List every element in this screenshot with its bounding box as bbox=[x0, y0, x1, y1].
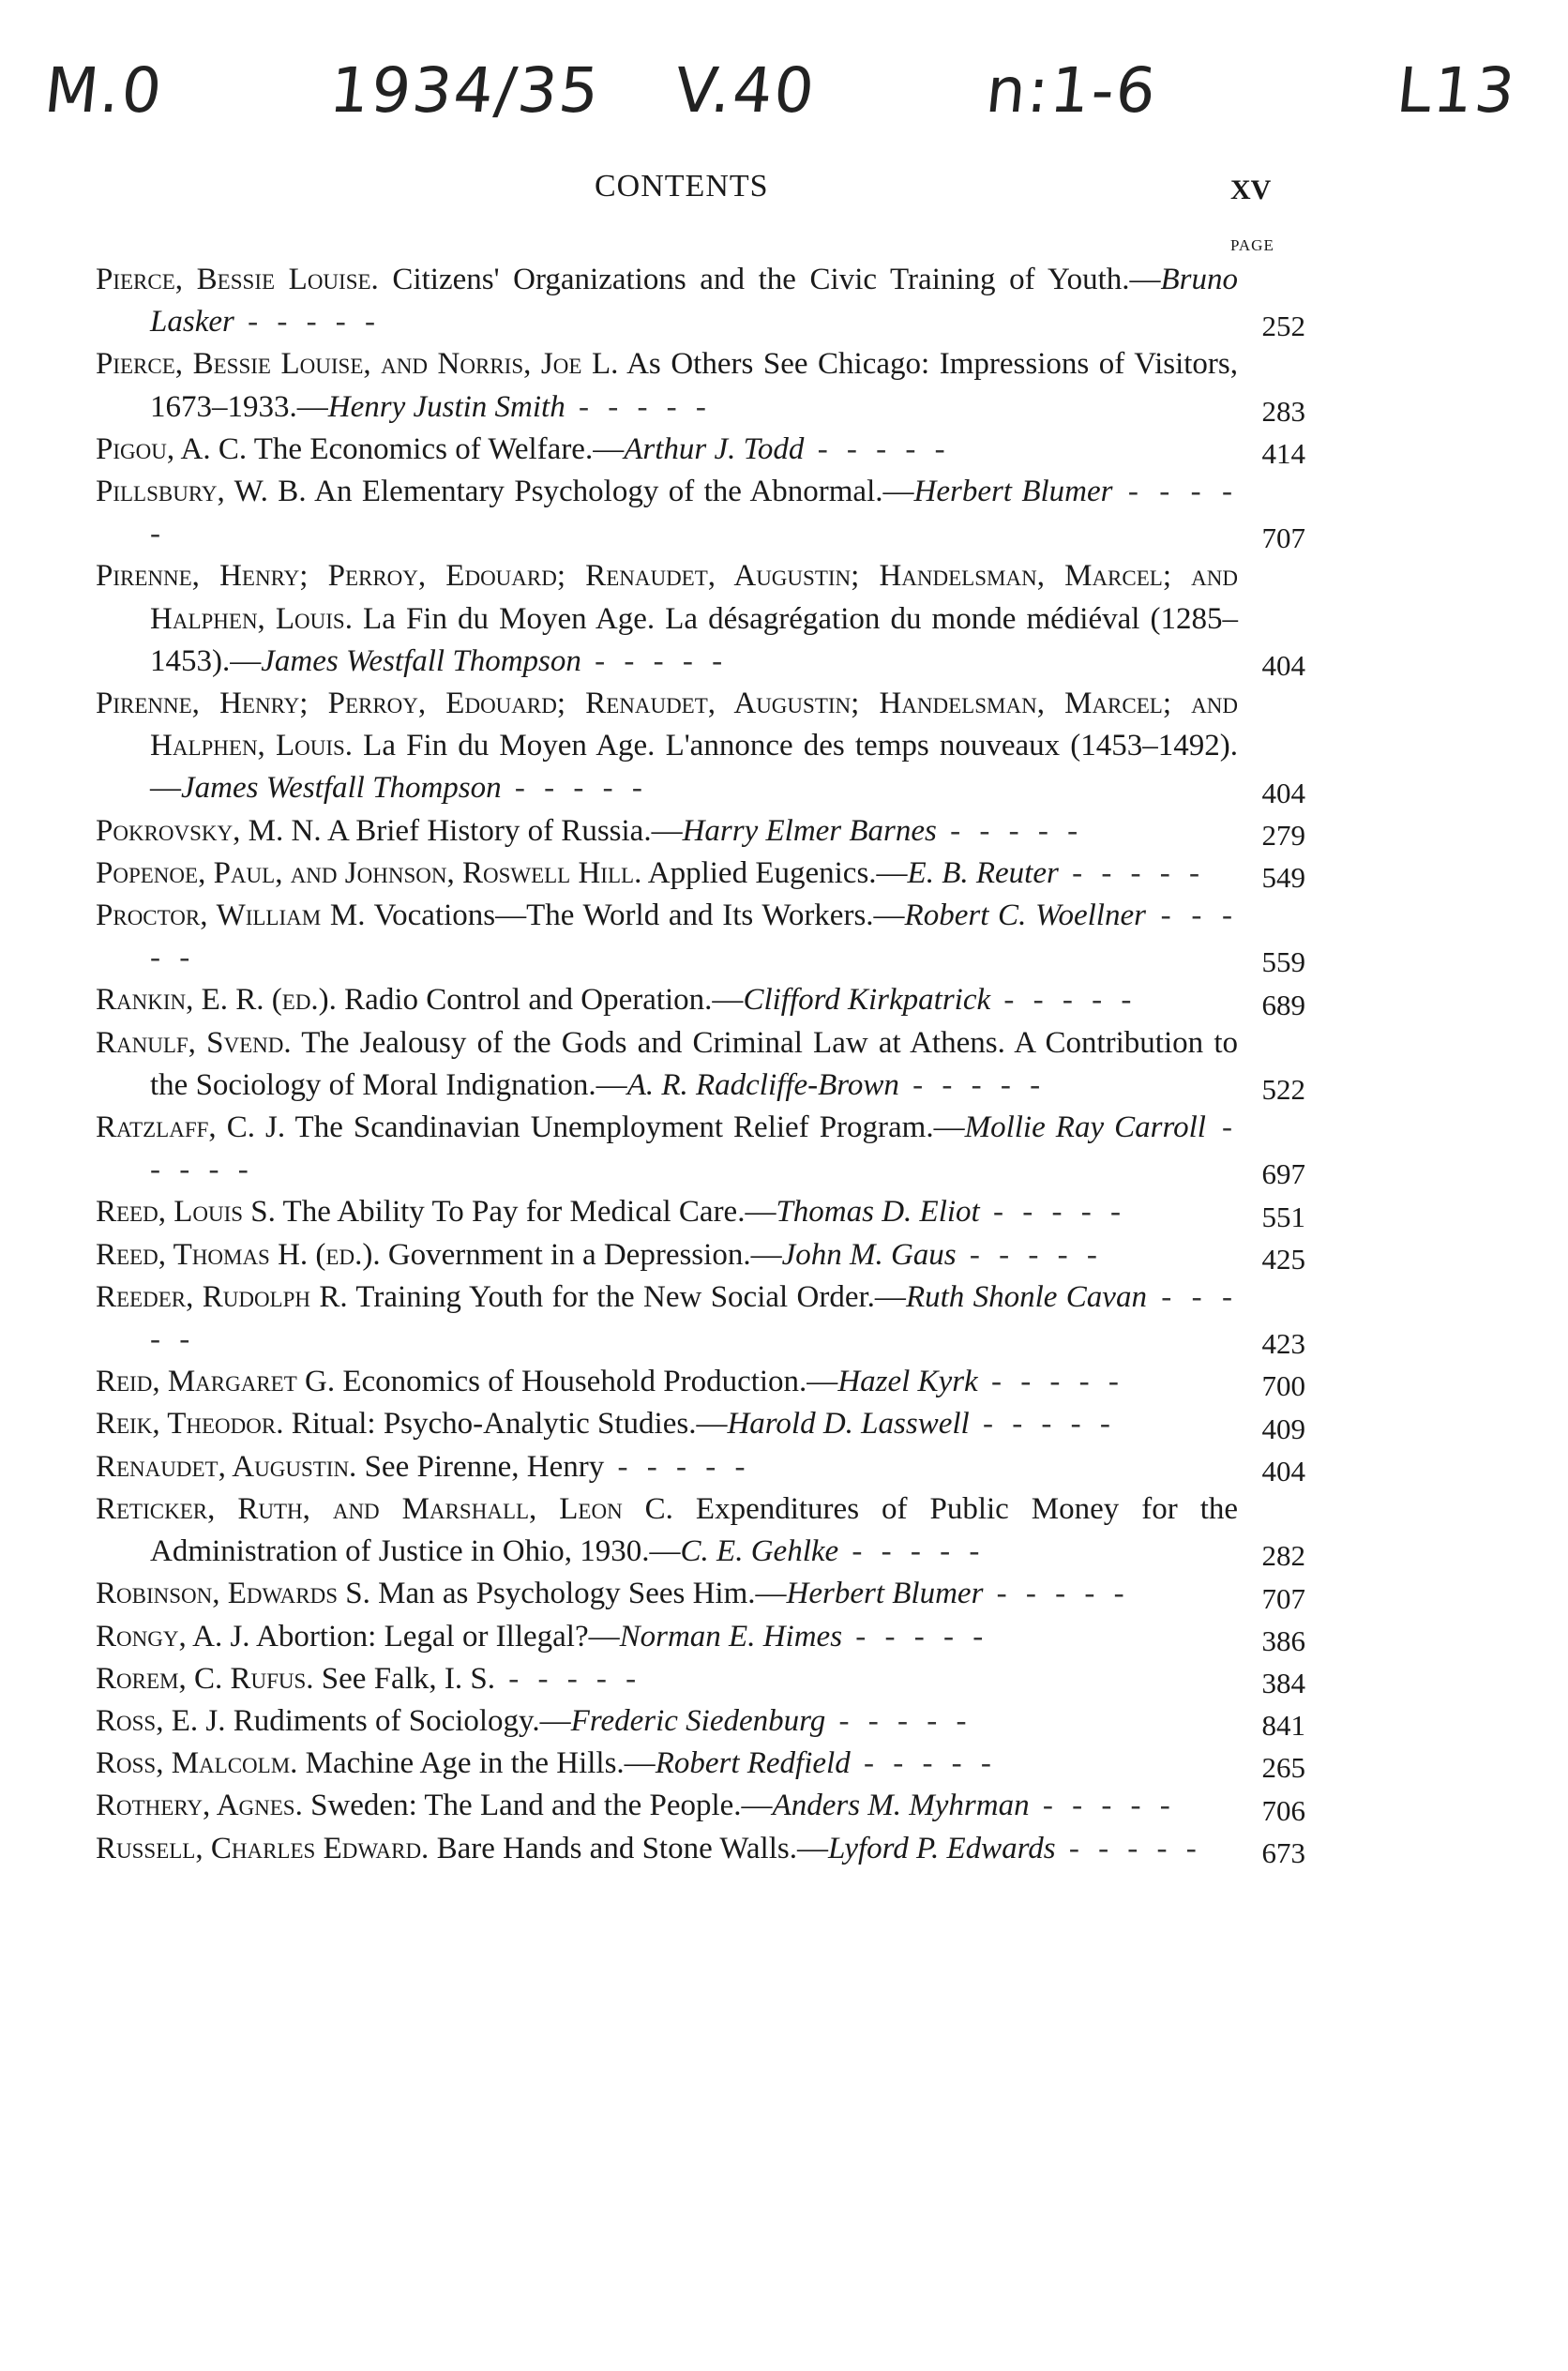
entry-title: Training Youth for the New Social Order.— bbox=[347, 1279, 906, 1314]
entry-page-number: 404 bbox=[1261, 1454, 1305, 1488]
list-item bbox=[96, 1658, 1305, 1700]
entry-author: Pierce, Bessie Louise. bbox=[96, 263, 379, 296]
entry-reviewer: Ruth Shonle Cavan bbox=[905, 1279, 1147, 1314]
dot-leader: - - - - - bbox=[565, 389, 712, 424]
entry-text bbox=[96, 853, 1238, 895]
entry-text bbox=[96, 1616, 1238, 1658]
entry-author: Pokrovsky, M. N. bbox=[96, 813, 322, 848]
dot-leader: - - - - - bbox=[1029, 1789, 1176, 1823]
handwritten-note: V.40 bbox=[671, 54, 820, 127]
entry-title: Ritual: Psycho-Analytic Studies.— bbox=[283, 1407, 728, 1442]
entry-reviewer: Thomas D. Eliot bbox=[776, 1195, 980, 1230]
entry-reviewer: Robert C. Woellner bbox=[904, 899, 1146, 933]
entry-author: Pirenne, Henry; Perroy, Edouard; Renaudet, Augustin; Handelsman, Marcel; and Halphen, Louis. bbox=[96, 687, 1238, 763]
entry-page-number: 673 bbox=[1261, 1835, 1305, 1869]
page-column-label: PAGE bbox=[1230, 236, 1274, 254]
entry-author: Robinson, Edwards S. bbox=[96, 1577, 370, 1611]
list-item bbox=[96, 853, 1305, 895]
entry-author: Ratzlaff, C. J. bbox=[96, 1110, 286, 1145]
list-item bbox=[96, 555, 1305, 683]
entry-page-number: 279 bbox=[1261, 818, 1305, 852]
dot-leader: - - - - - bbox=[150, 1110, 1238, 1187]
entry-page-number: 282 bbox=[1261, 1539, 1305, 1573]
dot-leader: - - - - - bbox=[580, 643, 729, 678]
entry-text bbox=[96, 1191, 1238, 1233]
entry-page-number: 841 bbox=[1261, 1709, 1305, 1743]
entry-text bbox=[96, 343, 1238, 428]
handwritten-annotations bbox=[38, 54, 1538, 158]
entry-text bbox=[96, 1022, 1238, 1107]
entry-title: Economics of Household Production.— bbox=[335, 1365, 838, 1399]
entry-page-number: 404 bbox=[1261, 776, 1305, 809]
entry-author: Reed, Louis S. bbox=[96, 1195, 276, 1230]
entry-reviewer: James Westfall Thompson bbox=[261, 643, 581, 678]
dot-leader: - - - - - bbox=[990, 983, 1138, 1018]
entry-author: Proctor, William M. bbox=[96, 899, 366, 933]
dot-leader: - - - - - bbox=[898, 1067, 1047, 1102]
entry-text bbox=[96, 555, 1238, 683]
entry-author: Reik, Theodor. bbox=[96, 1407, 284, 1442]
entry-reviewer: Mollie Ray Carroll bbox=[964, 1110, 1206, 1145]
dot-leader: - - - - - bbox=[838, 1534, 986, 1569]
entry-title: Expenditures of Public Money for the Administration of Justice in Ohio, 1930.— bbox=[150, 1491, 1239, 1569]
list-item bbox=[96, 1616, 1305, 1658]
dot-leader: - - - - - bbox=[936, 813, 1084, 848]
dot-leader: - - - - - bbox=[983, 1577, 1130, 1611]
entry-text bbox=[96, 1828, 1238, 1870]
page-title: CONTENTS bbox=[595, 169, 769, 204]
entry-page-number: 252 bbox=[1261, 310, 1305, 343]
entry-text bbox=[96, 1107, 1238, 1191]
entry-text bbox=[96, 1743, 1238, 1785]
entry-reviewer: Norman E. Himes bbox=[619, 1619, 843, 1654]
dot-leader: - - - - - bbox=[979, 1195, 1126, 1230]
entry-page-number: 700 bbox=[1261, 1369, 1305, 1403]
entry-text bbox=[96, 1785, 1238, 1827]
entry-title: The Ability To Pay for Medical Care.— bbox=[275, 1195, 776, 1230]
handwritten-note: n:1-6 bbox=[982, 54, 1161, 127]
handwritten-note: L13 bbox=[1393, 54, 1520, 127]
entry-reviewer: Lyford P. Edwards bbox=[827, 1831, 1056, 1865]
entry-reviewer: E. B. Reuter bbox=[907, 855, 1059, 890]
entry-author: Ross, E. J. bbox=[96, 1703, 226, 1738]
dot-leader: - - - - - bbox=[825, 1703, 972, 1738]
list-item bbox=[96, 683, 1305, 810]
entry-author: Reid, Margaret G. bbox=[96, 1365, 336, 1399]
entry-reviewer: Herbert Blumer bbox=[913, 475, 1113, 509]
entry-title: Vocations—The World and Its Workers.— bbox=[365, 899, 905, 933]
dot-leader: - - - - - bbox=[1058, 855, 1206, 890]
entry-reviewer: Arthur J. Todd bbox=[624, 431, 805, 466]
dot-leader: - - - - - bbox=[150, 475, 1238, 551]
list-item bbox=[96, 895, 1305, 979]
entry-text bbox=[96, 1700, 1238, 1743]
entry-text bbox=[96, 1234, 1238, 1276]
entry-author: Rongy, A. J. bbox=[96, 1619, 250, 1654]
entry-reviewer: Robert Redfield bbox=[655, 1746, 851, 1781]
entry-author: Pierce, Bessie Louise, and Norris, Joe L. bbox=[96, 347, 619, 382]
entry-text bbox=[96, 810, 1238, 853]
entry-page-number: 425 bbox=[1261, 1242, 1305, 1276]
entry-reviewer: Herbert Blumer bbox=[786, 1577, 984, 1611]
list-item bbox=[96, 1022, 1305, 1107]
list-item bbox=[96, 1446, 1305, 1488]
dot-leader: - - - - - bbox=[1055, 1831, 1202, 1865]
entry-reviewer: Frederic Siedenburg bbox=[570, 1703, 826, 1738]
entry-author: Rothery, Agnes. bbox=[96, 1789, 303, 1823]
dot-leader: - - - - - bbox=[604, 1449, 751, 1484]
list-item bbox=[96, 1403, 1305, 1445]
entry-reviewer: Harold D. Lasswell bbox=[727, 1407, 970, 1442]
entry-text bbox=[96, 895, 1238, 979]
entry-text bbox=[96, 259, 1238, 343]
entry-author: Reticker, Ruth, and Marshall, Leon C. bbox=[96, 1491, 673, 1526]
entry-title: An Elementary Psychology of the Abnormal.— bbox=[306, 475, 914, 509]
dot-leader: - - - - - bbox=[969, 1407, 1116, 1442]
entry-title: Bare Hands and Stone Walls.— bbox=[429, 1831, 828, 1865]
dot-leader: - - - - - bbox=[501, 771, 648, 806]
list-item bbox=[96, 810, 1305, 853]
entry-page-number: 697 bbox=[1261, 1157, 1305, 1191]
entry-text bbox=[96, 1403, 1238, 1445]
entry-page-number: 689 bbox=[1261, 988, 1305, 1021]
entry-text bbox=[96, 471, 1238, 555]
entry-title: As Others See Chicago: Impressions of Visitors, 1673–1933.— bbox=[150, 347, 1238, 424]
list-item bbox=[96, 1361, 1305, 1403]
entry-text bbox=[96, 1361, 1238, 1403]
entry-page-number: 707 bbox=[1261, 521, 1305, 555]
entry-title: La Fin du Moyen Age. L'annonce des temps nouveaux (1453–1492).— bbox=[150, 729, 1239, 806]
entry-reviewer: Clifford Kirkpatrick bbox=[743, 983, 991, 1018]
dot-leader: - - - - - bbox=[804, 431, 951, 466]
entry-page-number: 559 bbox=[1261, 945, 1305, 979]
entry-title: Machine Age in the Hills.— bbox=[297, 1746, 656, 1781]
list-item bbox=[96, 1276, 1305, 1361]
entry-reviewer: Hazel Kyrk bbox=[837, 1365, 978, 1399]
entry-text bbox=[96, 1658, 1238, 1700]
entry-page-number: 409 bbox=[1261, 1412, 1305, 1445]
entry-title: A Brief History of Russia.— bbox=[321, 813, 683, 848]
entry-page-number: 707 bbox=[1261, 1581, 1305, 1615]
page-folio: XV bbox=[1230, 174, 1272, 205]
entry-title: The Scandinavian Unemployment Relief Program.— bbox=[285, 1110, 965, 1145]
entry-title: See Falk, I. S. bbox=[313, 1661, 495, 1696]
page-header bbox=[0, 161, 1568, 218]
entry-reviewer: Bruno Lasker bbox=[150, 263, 1239, 340]
entry-page-number: 551 bbox=[1261, 1200, 1305, 1233]
entry-page-number: 414 bbox=[1261, 437, 1305, 471]
entry-reviewer: A. R. Radcliffe-Brown bbox=[626, 1067, 899, 1102]
entry-page-number: 384 bbox=[1261, 1666, 1305, 1699]
list-item bbox=[96, 1828, 1305, 1870]
entry-title: Sweden: The Land and the People.— bbox=[302, 1789, 773, 1823]
entry-author: Rorem, C. Rufus. bbox=[96, 1661, 314, 1696]
list-item bbox=[96, 1107, 1305, 1191]
entry-text bbox=[96, 1488, 1238, 1573]
entry-title: Abortion: Legal or Illegal?— bbox=[249, 1619, 620, 1654]
list-item bbox=[96, 471, 1305, 555]
dot-leader: - - - - - bbox=[842, 1619, 989, 1654]
entry-reviewer: John M. Gaus bbox=[781, 1237, 957, 1272]
entry-page-number: 265 bbox=[1261, 1751, 1305, 1785]
entry-author: Pirenne, Henry; Perroy, Edouard; Renaudet, Augustin; Handelsman, Marcel; and Halphen, Louis. bbox=[96, 559, 1238, 636]
entry-title: Applied Eugenics.— bbox=[641, 855, 908, 890]
dot-leader: - - - - - bbox=[850, 1746, 997, 1781]
entry-title: See Pirenne, Henry bbox=[356, 1449, 605, 1484]
list-item bbox=[96, 979, 1305, 1021]
list-item bbox=[96, 429, 1305, 471]
entry-page-number: 423 bbox=[1261, 1327, 1305, 1361]
dot-leader: - - - - - bbox=[977, 1365, 1124, 1399]
entry-author: Reeder, Rudolph R. bbox=[96, 1279, 348, 1314]
entry-title: Rudiments of Sociology.— bbox=[225, 1703, 571, 1738]
entry-page-number: 522 bbox=[1261, 1073, 1305, 1107]
entry-author: Pigou, A. C. bbox=[96, 431, 248, 466]
entry-author: Russell, Charles Edward. bbox=[96, 1831, 430, 1865]
entry-page-number: 283 bbox=[1261, 394, 1305, 428]
entry-author: Popenoe, Paul, and Johnson, Roswell Hill. bbox=[96, 855, 642, 890]
entry-page-number: 549 bbox=[1261, 861, 1305, 895]
entry-text bbox=[96, 1276, 1238, 1361]
contents-list bbox=[96, 259, 1305, 1870]
dot-leader: - - - - - bbox=[494, 1661, 642, 1696]
entry-title: Citizens' Organizations and the Civic Training of Youth.— bbox=[378, 263, 1161, 296]
entry-page-number: 386 bbox=[1261, 1623, 1305, 1657]
list-item bbox=[96, 1573, 1305, 1615]
entry-text bbox=[96, 979, 1238, 1021]
entry-author: Rankin, E. R. (ed.). bbox=[96, 983, 337, 1018]
entry-author: Pillsbury, W. B. bbox=[96, 475, 307, 509]
dot-leader: - - - - - bbox=[150, 899, 1238, 975]
entry-author: Reed, Thomas H. (ed.). bbox=[96, 1237, 381, 1272]
list-item bbox=[96, 259, 1305, 343]
dot-leader: - - - - - bbox=[234, 305, 382, 340]
list-item bbox=[96, 343, 1305, 428]
entry-author: Ranulf, Svend. bbox=[96, 1025, 292, 1060]
entry-reviewer: Anders M. Myhrman bbox=[772, 1789, 1030, 1823]
entry-title: Radio Control and Operation.— bbox=[336, 983, 744, 1018]
handwritten-note: 1934/35 bbox=[325, 54, 605, 127]
entry-reviewer: Harry Elmer Barnes bbox=[682, 813, 937, 848]
entry-title: The Economics of Welfare.— bbox=[247, 431, 625, 466]
entry-reviewer: James Westfall Thompson bbox=[181, 771, 502, 806]
entry-page-number: 404 bbox=[1261, 649, 1305, 683]
handwritten-note: M.0 bbox=[40, 54, 167, 127]
dot-leader: - - - - - bbox=[956, 1237, 1103, 1272]
entry-text bbox=[96, 683, 1238, 810]
entry-title: Man as Psychology Sees Him.— bbox=[369, 1577, 787, 1611]
entry-reviewer: C. E. Gehlke bbox=[680, 1534, 839, 1569]
list-item bbox=[96, 1488, 1305, 1573]
entry-page-number: 706 bbox=[1261, 1793, 1305, 1827]
list-item bbox=[96, 1700, 1305, 1743]
entry-author: Ross, Malcolm. bbox=[96, 1746, 298, 1781]
entry-title: La Fin du Moyen Age. La désagrégation du monde médiéval (1285–1453).— bbox=[150, 601, 1238, 678]
entry-text bbox=[96, 1573, 1238, 1615]
dot-leader: - - - - - bbox=[150, 1279, 1238, 1357]
entry-author: Renaudet, Augustin. bbox=[96, 1449, 357, 1484]
list-item bbox=[96, 1743, 1305, 1785]
list-item bbox=[96, 1785, 1305, 1827]
entry-text bbox=[96, 429, 1238, 471]
entry-text bbox=[96, 1446, 1238, 1488]
list-item bbox=[96, 1191, 1305, 1233]
entry-title: The Jealousy of the Gods and Criminal Law at Athens. A Contribution to the Sociology of Moral Indignation.— bbox=[150, 1025, 1238, 1102]
list-item bbox=[96, 1234, 1305, 1276]
entry-reviewer: Henry Justin Smith bbox=[327, 389, 565, 424]
entry-title: Government in a Depression.— bbox=[380, 1237, 782, 1272]
